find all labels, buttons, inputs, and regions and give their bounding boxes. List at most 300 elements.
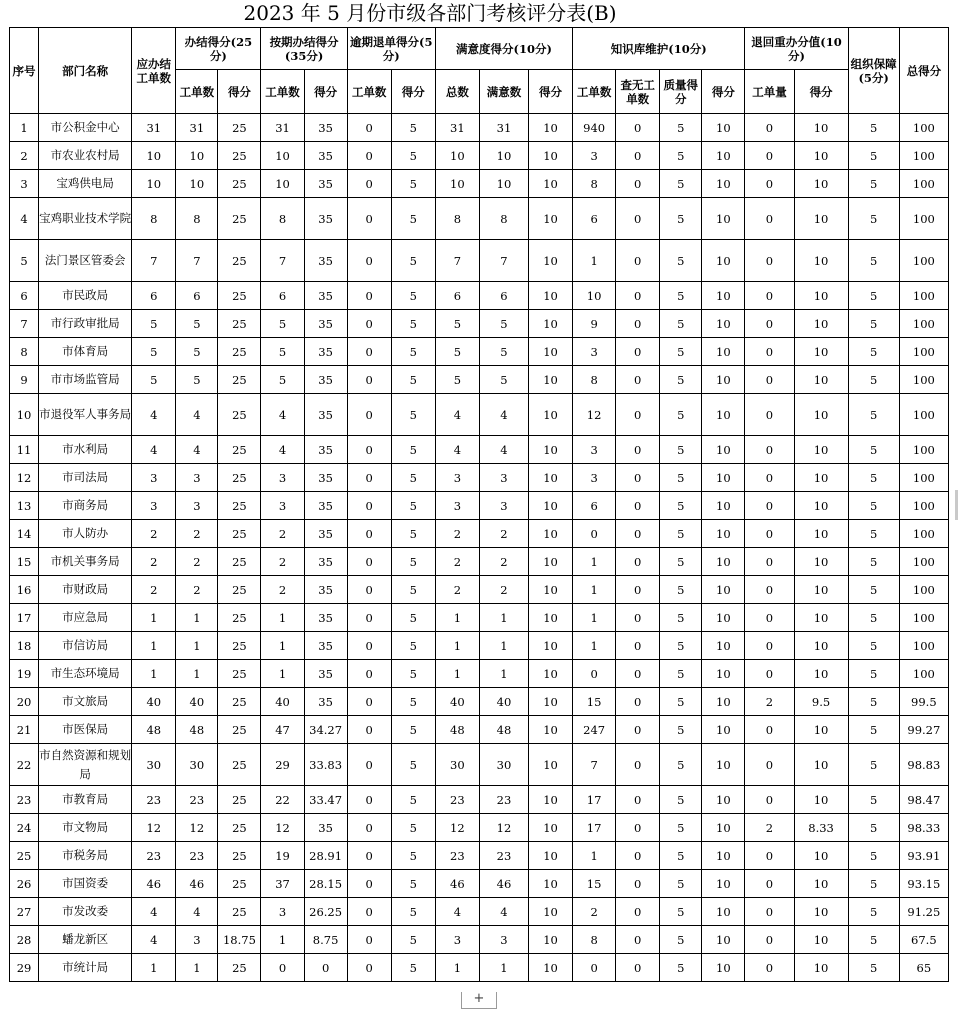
cell-ret-amount: 0 [745, 338, 794, 366]
cell-ret-amount: 0 [745, 282, 794, 310]
cell-should: 2 [132, 576, 176, 604]
cell-ret-amount: 0 [745, 142, 794, 170]
table-row [10, 310, 949, 338]
cell-overdue-score: 5 [391, 786, 435, 814]
cell-overdue: 0 [347, 898, 391, 926]
cell-kb-none: 0 [616, 520, 660, 548]
subheader-kb-count: 工单数 [573, 70, 616, 114]
cell-ret-amount: 0 [745, 786, 794, 814]
cell-overdue: 0 [347, 786, 391, 814]
cell-sat-total: 23 [435, 786, 479, 814]
cell-ontime: 2 [261, 520, 304, 548]
cell-overdue-score: 5 [391, 114, 435, 142]
cell-overdue: 0 [347, 142, 391, 170]
cell-kb-none: 0 [616, 786, 660, 814]
cell-sat-total: 46 [435, 870, 479, 898]
cell-kb-quality: 5 [660, 576, 702, 604]
cell-kb-none: 0 [616, 310, 660, 338]
cell-sat-count: 6 [479, 282, 528, 310]
cell-no: 10 [10, 394, 39, 436]
cell-kb-none: 0 [616, 282, 660, 310]
cell-done: 4 [176, 394, 218, 436]
cell-done-score: 25 [218, 576, 261, 604]
cell-sat-total: 1 [435, 632, 479, 660]
cell-kb-none: 0 [616, 142, 660, 170]
cell-done: 3 [176, 464, 218, 492]
cell-kb-quality: 5 [660, 282, 702, 310]
cell-kb-none: 0 [616, 688, 660, 716]
cell-total: 98.33 [899, 814, 948, 842]
cell-ontime: 4 [261, 436, 304, 464]
cell-name: 市市场监管局 [39, 366, 132, 394]
cell-done-score: 25 [218, 786, 261, 814]
cell-overdue: 0 [347, 870, 391, 898]
cell-ontime: 1 [261, 926, 304, 954]
cell-overdue: 0 [347, 198, 391, 240]
cell-done-score: 25 [218, 548, 261, 576]
cell-org: 5 [848, 310, 899, 338]
cell-org: 5 [848, 436, 899, 464]
cell-ret-score: 10 [794, 786, 848, 814]
cell-kb-score: 10 [702, 198, 745, 240]
cell-kb-quality: 5 [660, 604, 702, 632]
cell-kb-quality: 5 [660, 394, 702, 436]
cell-total: 91.25 [899, 898, 948, 926]
cell-overdue-score: 5 [391, 464, 435, 492]
cell-kb-count: 1 [573, 632, 616, 660]
cell-kb-count: 17 [573, 786, 616, 814]
cell-kb-score: 10 [702, 142, 745, 170]
cell-no: 2 [10, 142, 39, 170]
header-dept: 部门名称 [39, 28, 132, 114]
cell-name: 市文物局 [39, 814, 132, 842]
cell-kb-quality: 5 [660, 198, 702, 240]
cell-sat-total: 40 [435, 688, 479, 716]
cell-kb-none: 0 [616, 366, 660, 394]
cell-should: 5 [132, 366, 176, 394]
cell-ontime: 1 [261, 604, 304, 632]
cell-no: 6 [10, 282, 39, 310]
cell-should: 1 [132, 954, 176, 982]
cell-overdue-score: 5 [391, 142, 435, 170]
cell-org: 5 [848, 170, 899, 198]
cell-org: 5 [848, 688, 899, 716]
cell-ret-amount: 2 [745, 688, 794, 716]
cell-sat-count: 4 [479, 394, 528, 436]
cell-kb-score: 10 [702, 576, 745, 604]
cell-sat-total: 1 [435, 604, 479, 632]
cell-done-score: 25 [218, 842, 261, 870]
cell-should: 30 [132, 744, 176, 786]
cell-overdue: 0 [347, 114, 391, 142]
cell-sat-score: 10 [529, 688, 573, 716]
cell-kb-quality: 5 [660, 744, 702, 786]
cell-org: 5 [848, 464, 899, 492]
cell-org: 5 [848, 842, 899, 870]
cell-overdue-score: 5 [391, 954, 435, 982]
cell-ontime: 47 [261, 716, 304, 744]
cell-ret-score: 10 [794, 604, 848, 632]
cell-done-score: 25 [218, 436, 261, 464]
cell-no: 28 [10, 926, 39, 954]
cell-ontime: 12 [261, 814, 304, 842]
cell-org: 5 [848, 716, 899, 744]
cell-sat-total: 1 [435, 954, 479, 982]
cell-ret-amount: 0 [745, 870, 794, 898]
cell-overdue: 0 [347, 744, 391, 786]
cell-done-score: 25 [218, 814, 261, 842]
cell-ontime-score: 35 [304, 464, 347, 492]
cell-ret-score: 10 [794, 716, 848, 744]
cell-ontime: 6 [261, 282, 304, 310]
cell-overdue: 0 [347, 170, 391, 198]
cell-kb-quality: 5 [660, 814, 702, 842]
cell-overdue: 0 [347, 688, 391, 716]
cell-ontime-score: 28.91 [304, 842, 347, 870]
cell-kb-score: 10 [702, 366, 745, 394]
cell-ontime: 1 [261, 632, 304, 660]
cell-no: 22 [10, 744, 39, 786]
cell-done-score: 25 [218, 492, 261, 520]
cell-kb-none: 0 [616, 240, 660, 282]
cell-name: 市信访局 [39, 632, 132, 660]
cell-name: 市生态环境局 [39, 660, 132, 688]
cell-total: 100 [899, 492, 948, 520]
cell-name: 市体育局 [39, 338, 132, 366]
cell-done-score: 25 [218, 604, 261, 632]
cell-total: 93.91 [899, 842, 948, 870]
cell-overdue: 0 [347, 492, 391, 520]
cell-total: 100 [899, 464, 948, 492]
table-row [10, 240, 949, 282]
cell-total: 100 [899, 114, 948, 142]
cell-kb-quality: 5 [660, 660, 702, 688]
cell-kb-score: 10 [702, 632, 745, 660]
cell-ontime: 1 [261, 660, 304, 688]
cell-no: 9 [10, 366, 39, 394]
cell-name: 法门景区管委会 [39, 240, 132, 282]
header-org: 组织保障(5分) [848, 28, 899, 114]
cell-should: 7 [132, 240, 176, 282]
cell-kb-count: 8 [573, 926, 616, 954]
cell-total: 100 [899, 394, 948, 436]
cell-no: 16 [10, 576, 39, 604]
cell-name: 市应急局 [39, 604, 132, 632]
subheader-sat-count: 满意数 [479, 70, 528, 114]
cell-name: 市统计局 [39, 954, 132, 982]
table-row [10, 114, 949, 142]
cell-ontime: 2 [261, 576, 304, 604]
cell-ret-amount: 2 [745, 814, 794, 842]
cell-should: 2 [132, 520, 176, 548]
cell-name: 市水利局 [39, 436, 132, 464]
cell-kb-none: 0 [616, 464, 660, 492]
cell-ret-score: 10 [794, 464, 848, 492]
cell-name: 市民政局 [39, 282, 132, 310]
cell-should: 6 [132, 282, 176, 310]
cell-kb-score: 10 [702, 436, 745, 464]
cell-sat-total: 30 [435, 744, 479, 786]
cell-ret-amount: 0 [745, 492, 794, 520]
cell-overdue-score: 5 [391, 520, 435, 548]
cell-kb-score: 10 [702, 688, 745, 716]
cell-org: 5 [848, 366, 899, 394]
cell-sat-total: 5 [435, 338, 479, 366]
cell-name: 蟠龙新区 [39, 926, 132, 954]
cell-total: 99.27 [899, 716, 948, 744]
cell-kb-none: 0 [616, 716, 660, 744]
cell-kb-quality: 5 [660, 842, 702, 870]
cell-name: 市自然资源和规划局 [39, 744, 132, 786]
cell-done-score: 25 [218, 744, 261, 786]
cell-org: 5 [848, 520, 899, 548]
cell-sat-score: 10 [529, 142, 573, 170]
cell-name: 市医保局 [39, 716, 132, 744]
cell-kb-quality: 5 [660, 142, 702, 170]
header-overdue-group: 逾期退单得分(5分) [347, 28, 435, 70]
cell-ret-score: 10 [794, 548, 848, 576]
cell-org: 5 [848, 282, 899, 310]
cell-sat-count: 5 [479, 310, 528, 338]
cell-done: 4 [176, 898, 218, 926]
cell-ret-amount: 0 [745, 716, 794, 744]
cell-sat-count: 5 [479, 338, 528, 366]
cell-sat-score: 10 [529, 744, 573, 786]
cell-kb-score: 10 [702, 744, 745, 786]
cell-kb-none: 0 [616, 576, 660, 604]
cell-kb-quality: 5 [660, 688, 702, 716]
page-title: 2023 年 5 月份市级各部门考核评分表(B) [243, 1, 617, 25]
cell-sat-total: 6 [435, 282, 479, 310]
cell-ret-score: 10 [794, 114, 848, 142]
cell-ret-score: 10 [794, 366, 848, 394]
cell-sat-score: 10 [529, 926, 573, 954]
cell-should: 12 [132, 814, 176, 842]
cell-done: 30 [176, 744, 218, 786]
cell-kb-count: 1 [573, 842, 616, 870]
cell-done-score: 25 [218, 660, 261, 688]
cell-kb-quality: 5 [660, 338, 702, 366]
cell-kb-score: 10 [702, 240, 745, 282]
cell-sat-count: 40 [479, 688, 528, 716]
cell-overdue: 0 [347, 954, 391, 982]
cell-kb-score: 10 [702, 170, 745, 198]
table-row [10, 786, 949, 814]
cell-ontime-score: 33.83 [304, 744, 347, 786]
cell-done-score: 25 [218, 520, 261, 548]
cell-overdue-score: 5 [391, 170, 435, 198]
cell-no: 25 [10, 842, 39, 870]
cell-name: 市司法局 [39, 464, 132, 492]
cell-overdue: 0 [347, 716, 391, 744]
cell-overdue: 0 [347, 660, 391, 688]
cell-ret-score: 10 [794, 394, 848, 436]
cell-kb-score: 10 [702, 870, 745, 898]
cell-ret-amount: 0 [745, 548, 794, 576]
cell-done: 1 [176, 604, 218, 632]
cell-ret-score: 10 [794, 898, 848, 926]
cell-done-score: 25 [218, 282, 261, 310]
cell-sat-total: 2 [435, 548, 479, 576]
cell-sat-total: 2 [435, 576, 479, 604]
cell-kb-quality: 5 [660, 366, 702, 394]
cell-overdue: 0 [347, 576, 391, 604]
cell-should: 4 [132, 394, 176, 436]
table-row [10, 464, 949, 492]
cell-done: 1 [176, 632, 218, 660]
cell-sat-score: 10 [529, 786, 573, 814]
cell-ret-score: 10 [794, 632, 848, 660]
cell-should: 8 [132, 198, 176, 240]
cell-kb-count: 6 [573, 198, 616, 240]
table-row [10, 954, 949, 982]
cell-sat-count: 4 [479, 436, 528, 464]
cell-sat-score: 10 [529, 870, 573, 898]
cell-ontime-score: 35 [304, 170, 347, 198]
cell-kb-score: 10 [702, 814, 745, 842]
cell-sat-score: 10 [529, 366, 573, 394]
cell-total: 100 [899, 310, 948, 338]
cell-kb-count: 9 [573, 310, 616, 338]
subheader-ret-score: 得分 [794, 70, 848, 114]
table-row [10, 366, 949, 394]
cell-org: 5 [848, 954, 899, 982]
cell-overdue-score: 5 [391, 870, 435, 898]
cell-ret-amount: 0 [745, 520, 794, 548]
cell-no: 14 [10, 520, 39, 548]
cell-ontime-score: 35 [304, 338, 347, 366]
cell-org: 5 [848, 786, 899, 814]
cell-should: 10 [132, 170, 176, 198]
cell-ret-amount: 0 [745, 240, 794, 282]
subheader-ontime-count: 工单数 [261, 70, 304, 114]
cell-org: 5 [848, 744, 899, 786]
cell-kb-score: 10 [702, 520, 745, 548]
cell-done-score: 25 [218, 170, 261, 198]
cell-total: 67.5 [899, 926, 948, 954]
cell-name: 市农业农村局 [39, 142, 132, 170]
cell-ontime-score: 26.25 [304, 898, 347, 926]
cell-kb-score: 10 [702, 898, 745, 926]
cell-no: 11 [10, 436, 39, 464]
cell-should: 5 [132, 338, 176, 366]
cell-kb-count: 15 [573, 688, 616, 716]
cell-done: 23 [176, 842, 218, 870]
cell-total: 100 [899, 548, 948, 576]
cell-sat-score: 10 [529, 576, 573, 604]
cell-kb-quality: 5 [660, 170, 702, 198]
cell-sat-total: 23 [435, 842, 479, 870]
cell-overdue: 0 [347, 814, 391, 842]
cell-sat-count: 1 [479, 954, 528, 982]
cell-done: 10 [176, 142, 218, 170]
cell-kb-score: 10 [702, 338, 745, 366]
table-row [10, 394, 949, 436]
cell-kb-none: 0 [616, 198, 660, 240]
cell-ret-amount: 0 [745, 576, 794, 604]
cell-org: 5 [848, 604, 899, 632]
cell-ontime: 5 [261, 366, 304, 394]
cell-ontime: 3 [261, 492, 304, 520]
cell-sat-count: 10 [479, 142, 528, 170]
cell-done-score: 25 [218, 394, 261, 436]
cell-done: 2 [176, 576, 218, 604]
table-row [10, 632, 949, 660]
cell-done-score: 25 [218, 688, 261, 716]
cell-kb-none: 0 [616, 842, 660, 870]
cell-done-score: 25 [218, 240, 261, 282]
add-row-button[interactable]: + [461, 992, 497, 1009]
cell-org: 5 [848, 660, 899, 688]
table-row [10, 198, 949, 240]
cell-overdue-score: 5 [391, 338, 435, 366]
cell-kb-count: 3 [573, 338, 616, 366]
cell-overdue-score: 5 [391, 814, 435, 842]
cell-sat-count: 2 [479, 576, 528, 604]
cell-kb-none: 0 [616, 632, 660, 660]
cell-no: 20 [10, 688, 39, 716]
cell-overdue: 0 [347, 310, 391, 338]
cell-should: 5 [132, 310, 176, 338]
table-row [10, 492, 949, 520]
cell-kb-none: 0 [616, 114, 660, 142]
cell-ontime-score: 35 [304, 492, 347, 520]
cell-ret-score: 10 [794, 520, 848, 548]
cell-sat-score: 10 [529, 464, 573, 492]
cell-org: 5 [848, 870, 899, 898]
cell-overdue: 0 [347, 632, 391, 660]
cell-done-score: 25 [218, 198, 261, 240]
cell-kb-score: 10 [702, 604, 745, 632]
cell-should: 4 [132, 926, 176, 954]
cell-total: 100 [899, 198, 948, 240]
cell-kb-count: 3 [573, 464, 616, 492]
cell-kb-none: 0 [616, 744, 660, 786]
cell-sat-count: 31 [479, 114, 528, 142]
cell-sat-count: 4 [479, 898, 528, 926]
cell-ret-score: 8.33 [794, 814, 848, 842]
cell-sat-count: 3 [479, 492, 528, 520]
cell-overdue: 0 [347, 604, 391, 632]
cell-total: 100 [899, 366, 948, 394]
cell-org: 5 [848, 394, 899, 436]
cell-ontime: 2 [261, 548, 304, 576]
cell-ret-score: 10 [794, 576, 848, 604]
cell-sat-score: 10 [529, 282, 573, 310]
cell-done: 1 [176, 660, 218, 688]
cell-kb-quality: 5 [660, 520, 702, 548]
cell-ret-score: 10 [794, 842, 848, 870]
cell-should: 1 [132, 632, 176, 660]
cell-total: 98.47 [899, 786, 948, 814]
cell-name: 市商务局 [39, 492, 132, 520]
cell-total: 100 [899, 632, 948, 660]
cell-ontime-score: 35 [304, 548, 347, 576]
cell-kb-score: 10 [702, 114, 745, 142]
cell-org: 5 [848, 492, 899, 520]
cell-done: 31 [176, 114, 218, 142]
cell-overdue: 0 [347, 520, 391, 548]
cell-kb-count: 3 [573, 142, 616, 170]
cell-overdue-score: 5 [391, 198, 435, 240]
cell-done: 3 [176, 926, 218, 954]
cell-ret-amount: 0 [745, 632, 794, 660]
cell-sat-count: 48 [479, 716, 528, 744]
cell-done: 5 [176, 366, 218, 394]
cell-kb-count: 12 [573, 394, 616, 436]
cell-kb-quality: 5 [660, 632, 702, 660]
cell-no: 23 [10, 786, 39, 814]
